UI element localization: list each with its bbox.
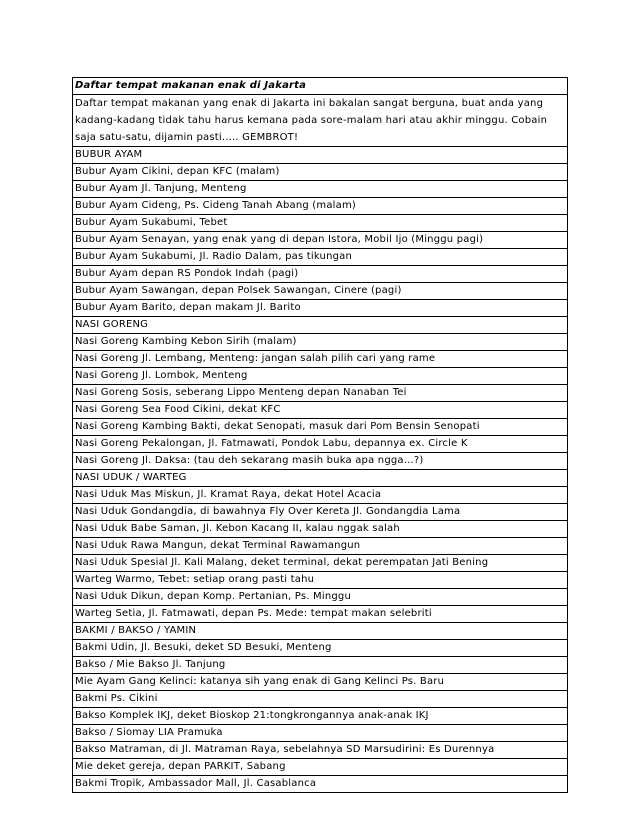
table-row: Bubur Ayam Senayan, yang enak yang di depan Istora, Mobil Ijo (Minggu pagi) [73, 232, 567, 249]
table-row: Bubur Ayam Sawangan, depan Polsek Sawangan, Cinere (pagi) [73, 283, 567, 300]
table-row: Nasi Uduk Dikun, depan Komp. Pertanian, Ps. Minggu [73, 589, 567, 606]
table-row: Bakmi Udin, Jl. Besuki, deket SD Besuki, Menteng [73, 640, 567, 657]
table-row: Nasi Goreng Jl. Daksa: (tau deh sekarang masih buka apa ngga...?) [73, 453, 567, 470]
table-row: Nasi Goreng Kambing Bakti, dekat Senopati, masuk dari Pom Bensin Senopati [73, 419, 567, 436]
table-body [73, 147, 567, 793]
table-row: NASI GORENG [73, 317, 567, 334]
table-row: Warteg Warmo, Tebet: setiap orang pasti tahu [73, 572, 567, 589]
table-row: Bubur Ayam depan RS Pondok Indah (pagi) [73, 266, 567, 283]
document-title: Daftar tempat makanan enak di Jakarta [73, 78, 567, 95]
table-row: BUBUR AYAM [73, 147, 567, 164]
table-row: Bakmi Ps. Cikini [73, 691, 567, 708]
intro-paragraph: Daftar tempat makanan yang enak di Jakarta ini bakalan sangat berguna, buat anda yang kadang-kadang tidak tahu harus kemana pada sore-malam hari atau akhir minggu. Cobain saja satu-satu, dijamin pasti..... GEMBROT! [73, 95, 567, 147]
table-row: BAKMI / BAKSO / YAMIN [73, 623, 567, 640]
table-row: Bubur Ayam Jl. Tanjung, Menteng [73, 181, 567, 198]
table-row: Bubur Ayam Cideng, Ps. Cideng Tanah Abang (malam) [73, 198, 567, 215]
table-row: Bakso Komplek IKJ, deket Bioskop 21:tongkrongannya anak-anak IKJ [73, 708, 567, 725]
table-row: Nasi Uduk Mas Miskun, Jl. Kramat Raya, dekat Hotel Acacia [73, 487, 567, 504]
restaurant-table [72, 77, 568, 793]
table-row: Mie Ayam Gang Kelinci: katanya sih yang enak di Gang Kelinci Ps. Baru [73, 674, 567, 691]
table-row: Bubur Ayam Cikini, depan KFC (malam) [73, 164, 567, 181]
table-row: Bakso Matraman, di Jl. Matraman Raya, sebelahnya SD Marsudirini: Es Durennya [73, 742, 567, 759]
table-row: Bubur Ayam Sukabumi, Jl. Radio Dalam, pas tikungan [73, 249, 567, 266]
table-row: Bubur Ayam Sukabumi, Tebet [73, 215, 567, 232]
table-row: Warteg Setia, Jl. Fatmawati, depan Ps. Mede: tempat makan selebriti [73, 606, 567, 623]
table-row: Nasi Uduk Babe Saman, Jl. Kebon Kacang II, kalau nggak salah [73, 521, 567, 538]
table-row: Nasi Goreng Jl. Lembang, Menteng: jangan salah pilih cari yang rame [73, 351, 567, 368]
table-row: Bubur Ayam Barito, depan makam Jl. Barito [73, 300, 567, 317]
table-row: Mie deket gereja, depan PARKIT, Sabang [73, 759, 567, 776]
table-row: Nasi Uduk Spesial Jl. Kali Malang, deket terminal, dekat perempatan Jati Bening [73, 555, 567, 572]
table-row: Nasi Goreng Sosis, seberang Lippo Menteng depan Nanaban Tei [73, 385, 567, 402]
table-row: Nasi Goreng Sea Food Cikini, dekat KFC [73, 402, 567, 419]
table-row: Nasi Uduk Gondangdia, di bawahnya Fly Over Kereta Jl. Gondangdia Lama [73, 504, 567, 521]
table-row: Nasi Goreng Kambing Kebon Sirih (malam) [73, 334, 567, 351]
table-row: Nasi Uduk Rawa Mangun, dekat Terminal Rawamangun [73, 538, 567, 555]
table-row: Nasi Goreng Pekalongan, Jl. Fatmawati, Pondok Labu, depannya ex. Circle K [73, 436, 567, 453]
table-row: Nasi Goreng Jl. Lombok, Menteng [73, 368, 567, 385]
table-row: Bakso / Siomay LIA Pramuka [73, 725, 567, 742]
table-row: Bakmi Tropik, Ambassador Mall, Jl. Casablanca [73, 776, 567, 793]
table-row: Bakso / Mie Bakso Jl. Tanjung [73, 657, 567, 674]
table-row: NASI UDUK / WARTEG [73, 470, 567, 487]
